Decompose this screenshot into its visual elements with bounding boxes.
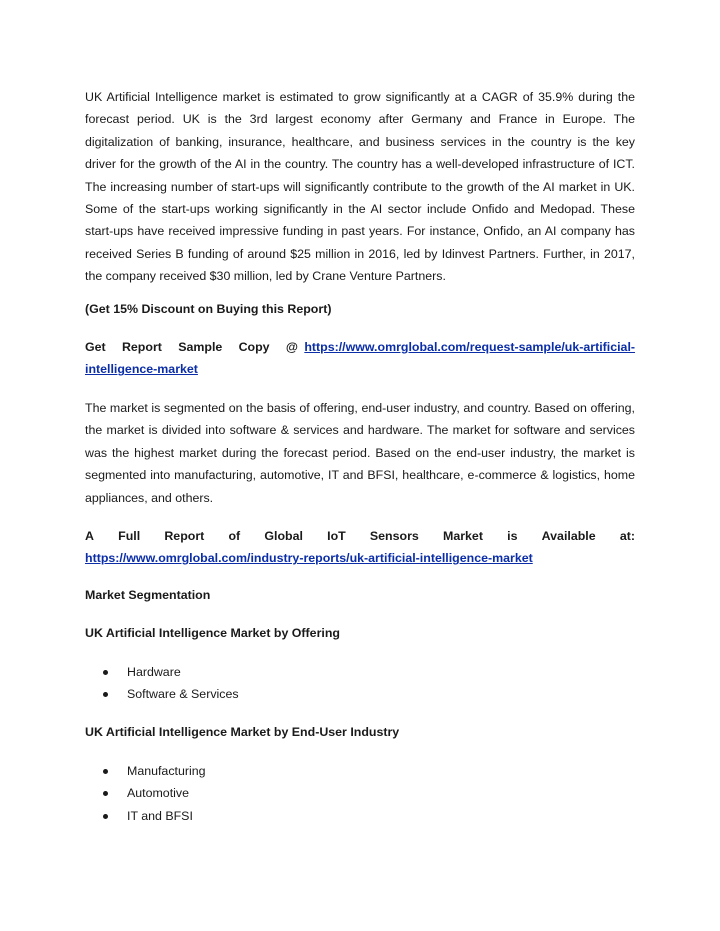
full-report-link[interactable]: https://www.omrglobal.com/industry-reports/uk-artificial-intelligence-market — [85, 551, 533, 566]
bullet-icon — [103, 769, 108, 774]
get-sample-copy — [85, 336, 635, 381]
intro-paragraph: UK Artificial Intelligence market is estimated to grow significantly at a CAGR of 35.9% during the forecast period. UK is the 3rd largest economy after Germany and France in Europe. The digitalization of banking, insurance, healthcare, and business services in the country is the key driver for the growth of the AI in the country. The country has a well-developed infrastructure of ICT. The increasing number of start-ups will significantly contribute to the growth of the AI market in UK. Some of the start-ups working significantly in the AI sector include Onfido and Medopad. These start-ups have received impressive funding in past years. For instance, Onfido, an AI company has received Series B funding of around $25 million in 2016, led by Idinvest Partners. Further, in 2017, the company received $30 million, led by Crane Venture Partners. — [85, 90, 635, 284]
list-item-label: Hardware — [127, 664, 181, 679]
full-report-word: Market — [443, 528, 483, 543]
full-report-word: is — [507, 528, 518, 543]
full-report-block — [85, 525, 635, 570]
bullet-icon — [103, 692, 108, 697]
segmentation-paragraph: The market is segmented on the basis of offering, end-user industry, and country. Based on offering, the market is divided into software & services and hardware. The market for software and services was the highest market during the forecast period. Based on the end-user industry, the market is segmented into manufacturing, automotive, IT and BFSI, healthcare, e-commerce & logistics, home appliances, and others. — [85, 400, 635, 505]
bullet-icon — [103, 791, 108, 796]
full-report-word: Sensors — [369, 528, 419, 543]
full-report-word: at: — [619, 528, 635, 543]
list-item — [85, 805, 635, 827]
full-report-word: Available — [541, 528, 596, 543]
end-user-list — [85, 760, 635, 827]
full-report-word: Report — [164, 528, 205, 543]
full-report-word: of — [228, 528, 241, 543]
offering-list — [85, 661, 635, 706]
list-item-label: Manufacturing — [127, 763, 206, 778]
list-item-label: Automotive — [127, 786, 189, 801]
list-item — [85, 760, 635, 782]
request-sample-link[interactable]: https://www.omrglobal.com/request-sample/uk-artificial-intelligence-market — [85, 340, 636, 377]
full-report-label — [85, 525, 635, 547]
list-item — [85, 782, 635, 804]
full-report-word: Global — [264, 528, 303, 543]
full-report-word: A — [85, 528, 94, 543]
full-report-word: Full — [118, 528, 141, 543]
offering-heading: UK Artificial Intelligence Market by Offering — [85, 626, 340, 641]
full-report-word: IoT — [327, 528, 346, 543]
end-user-heading: UK Artificial Intelligence Market by End-User Industry — [85, 725, 400, 740]
list-item — [85, 683, 635, 705]
get-sample-copy-label: Get Report Sample Copy @ — [85, 340, 298, 355]
list-item-label: Software & Services — [127, 686, 239, 701]
bullet-icon — [103, 670, 108, 675]
bullet-icon — [103, 814, 108, 819]
list-item — [85, 661, 635, 683]
discount-offer: (Get 15% Discount on Buying this Report) — [85, 301, 332, 316]
list-item-label: IT and BFSI — [127, 808, 193, 823]
document-page — [85, 86, 635, 843]
market-segmentation-heading: Market Segmentation — [85, 587, 211, 602]
